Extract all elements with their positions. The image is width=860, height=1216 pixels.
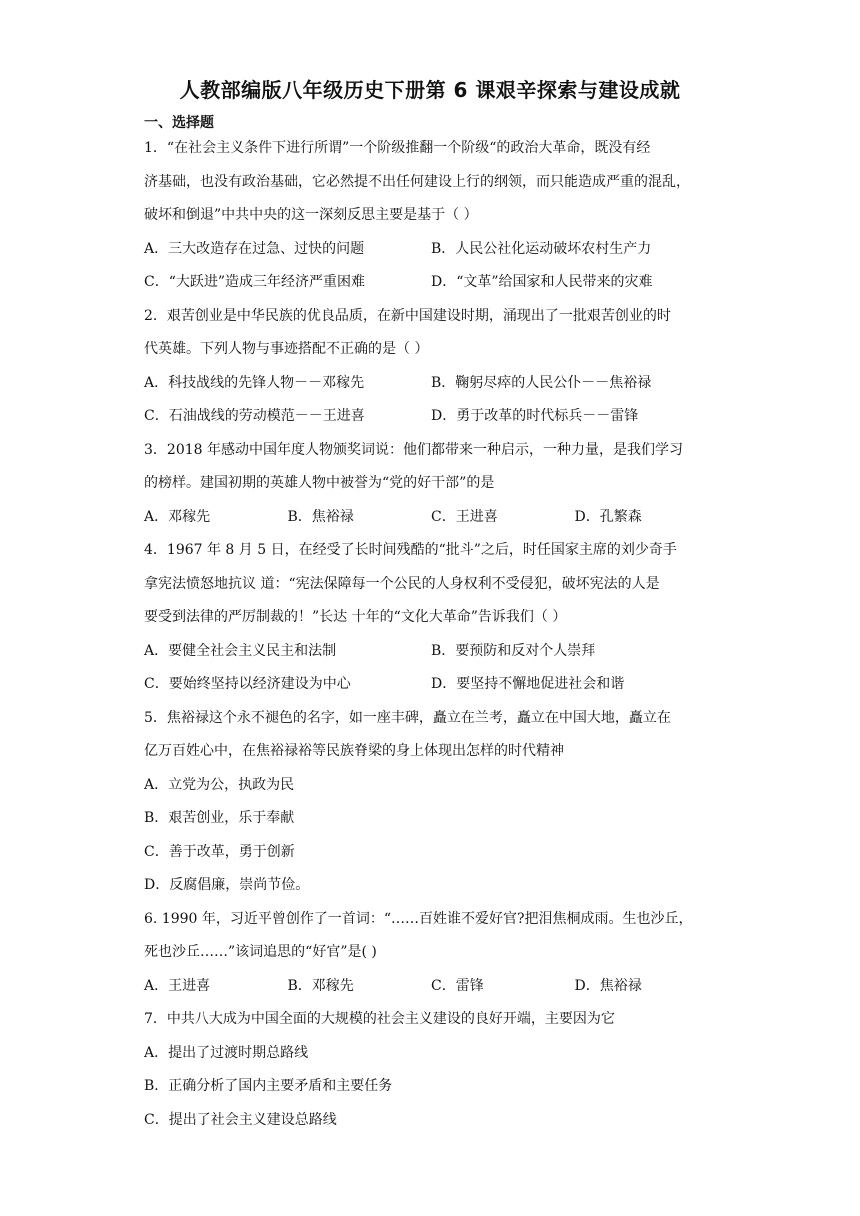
option-b: B．艰苦创业，乐于奉献 (144, 810, 295, 826)
question-6 (144, 903, 718, 1004)
question-7 (144, 1003, 718, 1137)
option-c: C．提出了社会主义建设总路线 (144, 1111, 337, 1128)
question-1 (144, 132, 718, 300)
option-b: B．正确分析了国内主要矛盾和主要任务 (144, 1078, 393, 1094)
option-b: B．人民公社化运动破坏农村生产力 (431, 240, 652, 257)
section-heading: 一、选择题 (144, 115, 214, 131)
option-row (144, 668, 718, 702)
question-stem-line: 要受到法律的严厉制裁的！”长达 十年的“文化大革命”告诉我们（ ） (144, 609, 567, 625)
option-d: D．要坚持不懈地促进社会和谐 (431, 676, 625, 692)
question-4 (144, 534, 718, 702)
option-c: C．善于改革，勇于创新 (144, 843, 295, 860)
option-c: C．“大跃进”造成三年经济严重困难 (144, 274, 366, 290)
option-row (144, 501, 718, 535)
question-3 (144, 434, 718, 535)
question-stem-line: 亿万百姓心中，在焦裕禄裕等民族脊梁的身上体现出怎样的时代精神 (144, 743, 564, 759)
option-d: D．“文革”给国家和人民带来的灾难 (431, 274, 653, 290)
option-row (144, 367, 718, 401)
option-row (144, 400, 718, 434)
option-c: C．王进喜 (431, 508, 498, 525)
option-d: D．勇于改革的时代标兵－－雷锋 (431, 408, 639, 424)
option-a: A．立党为公，执政为民 (144, 776, 295, 793)
option-a: A．要健全社会主义民主和法制 (144, 642, 337, 659)
option-a: A．王进喜 (144, 977, 211, 994)
option-a: A．提出了过渡时期总路线 (144, 1044, 309, 1061)
option-row (144, 233, 718, 267)
question-stem-line: 济基础，也没有政治基础，它必然提不出任何建设上行的纲领，而只能造成严重的混乱， (144, 173, 690, 190)
option-a: A．科技战线的先锋人物－－邓稼先 (144, 374, 365, 391)
option-c: C．要始终坚持以经济建设为中心 (144, 676, 351, 692)
question-2 (144, 300, 718, 434)
option-a: A．邓稼先 (144, 508, 211, 525)
option-b: B．鞠躬尽瘁的人民公仆－－焦裕禄 (431, 374, 652, 391)
question-stem-line: 死也沙丘……”该词追思的“好官”是( ) (144, 944, 377, 960)
question-stem-line: 破坏和倒退”中共中央的这一深刻反思主要是基于（ ） (144, 207, 478, 223)
option-d: D．反腐倡廉，崇尚节俭。 (144, 877, 310, 893)
question-list (144, 132, 718, 1137)
document-title: 人教部编版八年级历史下册第 6 课艰辛探索与建设成就 (179, 78, 681, 102)
option-c: C．石油战线的劳动模范－－王进喜 (144, 408, 365, 424)
question-stem-line: 7．中共八大成为中国全面的大规模的社会主义建设的良好开端，主要因为它 (144, 1011, 615, 1027)
question-stem-line: 4．1967 年 8 月 5 日，在经受了长时间残酷的“批斗”之后，时任国家主席的刘少奇手 (144, 542, 677, 558)
option-row (144, 266, 718, 300)
option-c: C．雷锋 (431, 977, 484, 994)
option-row (144, 970, 718, 1004)
question-stem-line: 1．“在社会主义条件下进行所谓”一个阶级推翻一个阶级“的政治大革命，既没有经 (144, 140, 651, 156)
option-d: D．孔繁森 (574, 508, 642, 525)
option-d: D．焦裕禄 (574, 977, 642, 994)
question-stem-line: 5．焦裕禄这个永不褪色的名字，如一座丰碑，矗立在兰考，矗立在中国大地，矗立在 (144, 709, 671, 726)
option-b: B．焦裕禄 (287, 508, 354, 525)
question-stem-line: 2．艰苦创业是中华民族的优良品质，在新中国建设时期，涌现出了一批艰苦创业的时 (144, 307, 671, 324)
option-row (144, 635, 718, 669)
question-stem-line: 拿宪法愤怒地抗议 道：“宪法保障每一个公民的人身权利不受侵犯，破坏宪法的人是 (144, 575, 660, 592)
question-5 (144, 702, 718, 903)
question-stem-line: 6. 1990 年，习近平曾创作了一首词：“……百姓谁不爱好官?把泪焦桐成雨。生也沙丘， (144, 910, 693, 927)
question-stem-line: 代英雄。下列人物与事迹搭配不正确的是（ ） (144, 341, 429, 357)
option-a: A．三大改造存在过急、过快的问题 (144, 240, 365, 257)
question-stem-line: 的榜样。建国初期的英雄人物中被誉为“党的好干部”的是 (144, 475, 495, 491)
option-b: B．要预防和反对个人崇拜 (431, 642, 596, 659)
question-stem-line: 3．2018 年感动中国年度人物颁奖词说：他们都带来一种启示，一种力量，是我们学习 (144, 441, 683, 458)
option-b: B．邓稼先 (287, 977, 354, 994)
